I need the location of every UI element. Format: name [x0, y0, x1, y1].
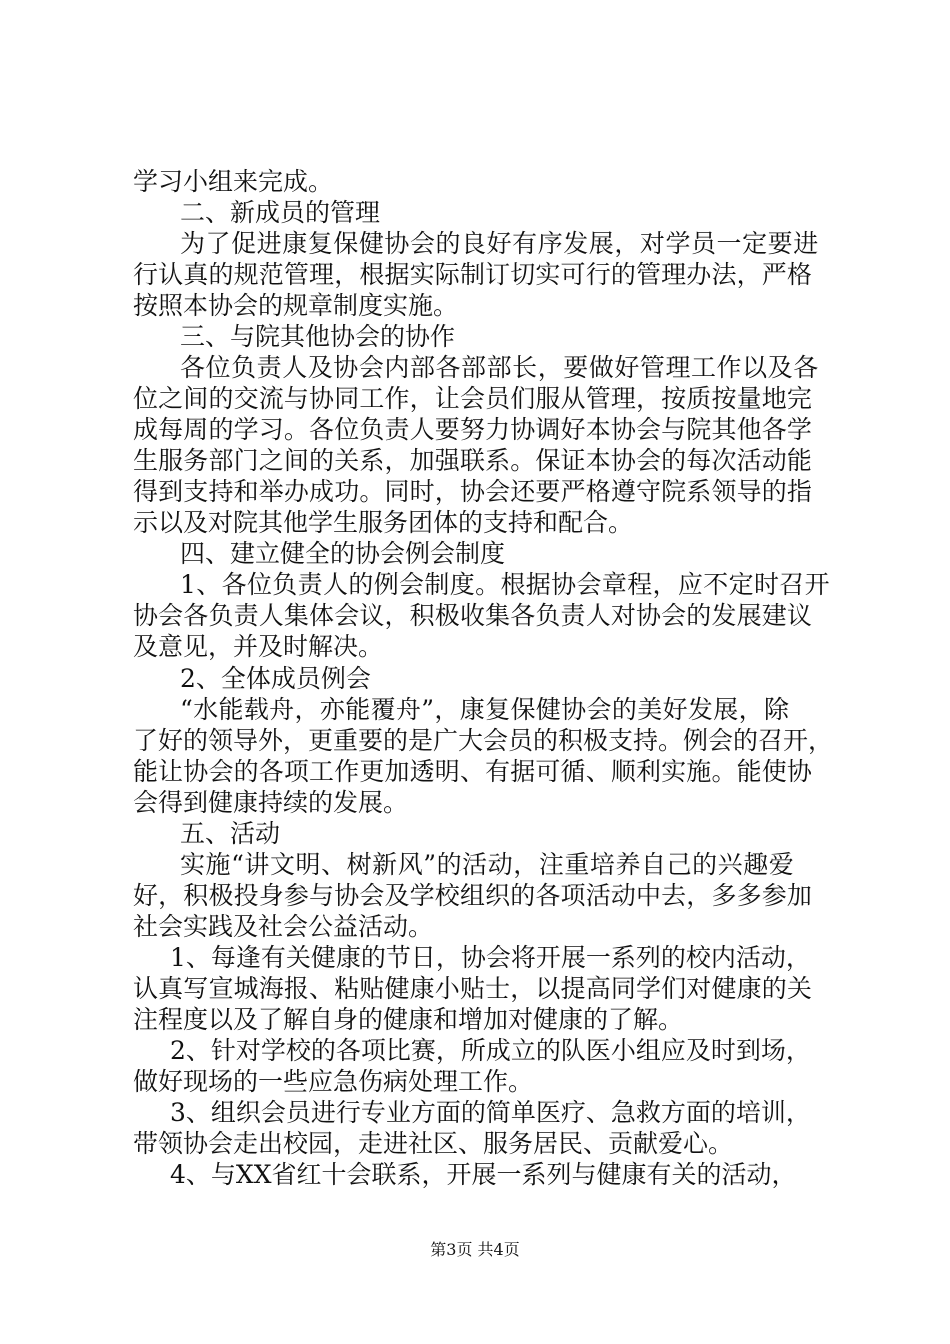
text-line: 3、组织会员进行专业方面的简单医疗、急救方面的培训， — [170, 1098, 811, 1127]
text-line: 实施“讲文明、树新风”的活动，注重培养自己的兴趣爱 — [180, 850, 795, 879]
text-line: 4、与XX省红十会联系，开展一系列与健康有关的活动， — [170, 1160, 797, 1189]
text-line: 2、针对学校的各项比赛，所成立的队医小组应及时到场， — [170, 1036, 811, 1065]
text-line: 示以及对院其他学生服务团体的支持和配合。 — [133, 508, 634, 537]
section-heading: 五、活动 — [180, 819, 281, 848]
text-line: 带领协会走出校园，走进社区、服务居民、贡献爱心。 — [133, 1129, 734, 1158]
text-line: “水能载舟，亦能覆舟”，康复保健协会的美好发展，除 — [180, 695, 790, 724]
text-line: 1、每逢有关健康的节日，协会将开展一系列的校内活动， — [170, 943, 811, 972]
text-line: 做好现场的一些应急伤病处理工作。 — [133, 1067, 534, 1096]
text-line: 会得到健康持续的发展。 — [133, 788, 409, 817]
section-heading: 三、与院其他协会的协作 — [180, 322, 456, 351]
text-line: 协会各负责人集体会议，积极收集各负责人对协会的发展建议 — [133, 601, 813, 630]
page-footer: 第3页 共4页 — [430, 1240, 520, 1259]
text-line: 位之间的交流与协同工作，让会员们服从管理，按质按量地完 — [133, 384, 813, 413]
text-line: 注程度以及了解自身的健康和增加对健康的了解。 — [133, 1005, 684, 1034]
text-line: 2、全体成员例会 — [180, 664, 371, 693]
text-line: 行认真的规范管理，根据实际制订切实可行的管理办法，严格 — [133, 260, 813, 289]
text-line: 能让协会的各项工作更加透明、有据可循、顺利实施。能使协 — [133, 757, 813, 786]
text-line: 各位负责人及协会内部各部部长，要做好管理工作以及各 — [180, 353, 819, 382]
section-heading: 二、新成员的管理 — [180, 198, 381, 227]
text-line: 及意见，并及时解决。 — [133, 632, 384, 661]
text-line: 认真写宣城海报、粘贴健康小贴士，以提高同学们对健康的关 — [133, 974, 813, 1003]
section-heading: 四、建立健全的协会例会制度 — [180, 539, 506, 568]
text-line: 1、各位负责人的例会制度。根据协会章程，应不定时召开 — [180, 570, 831, 599]
text-line: 社会实践及社会公益活动。 — [133, 912, 434, 941]
text-line: 生服务部门之间的关系，加强联系。保证本协会的每次活动能 — [133, 446, 813, 475]
text-line: 得到支持和举办成功。同时，协会还要严格遵守院系领导的指 — [133, 477, 813, 506]
text-line: 好，积极投身参与协会及学校组织的各项活动中去，多多参加 — [133, 881, 813, 910]
text-line: 按照本协会的规章制度实施。 — [133, 291, 459, 320]
text-line: 了好的领导外，更重要的是广大会员的积极支持。例会的召开， — [133, 726, 834, 755]
text-line: 学习小组来完成。 — [133, 167, 334, 196]
text-line: 成每周的学习。各位负责人要努力协调好本协会与院其他各学 — [133, 415, 813, 444]
text-line: 为了促进康复保健协会的良好有序发展，对学员一定要进 — [180, 229, 819, 258]
